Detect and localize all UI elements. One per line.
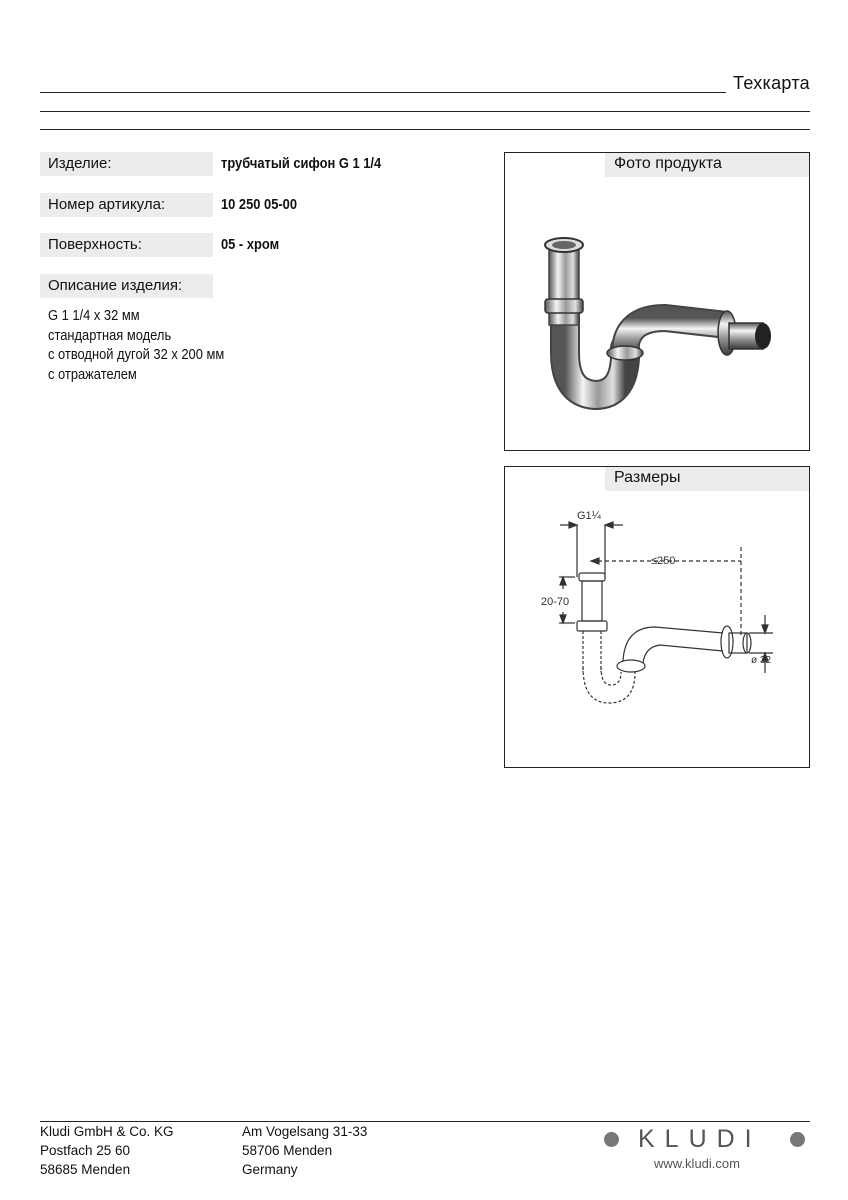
dim-height-label: 20-70: [541, 596, 570, 608]
logo-dot-right: [790, 1132, 805, 1147]
header-rule-1: [40, 92, 726, 93]
product-photo-box: [504, 152, 810, 451]
kludi-logo: [602, 1124, 810, 1154]
article-label: Номер артикула:: [40, 193, 213, 217]
header-rule-2: [40, 111, 810, 112]
footer-line: 58706 Menden: [242, 1143, 333, 1158]
dim-diameter-label: ø 32: [751, 655, 772, 666]
product-value: трубчатый сифон G 1 1/4: [221, 155, 382, 172]
description-line: с отражателем: [48, 365, 137, 383]
description-line: стандартная модель: [48, 326, 172, 344]
description-line: с отводной дугой 32 x 200 мм: [48, 346, 225, 363]
dimensions-box: [504, 466, 810, 768]
logo-dot-left: [604, 1132, 619, 1147]
description-line: G 1 1/4 x 32 мм: [48, 307, 140, 324]
page-title: Техкарта: [733, 73, 810, 93]
dimensions-box-title: Размеры: [605, 467, 809, 491]
dim-length-label: ≤250: [651, 555, 676, 567]
footer-line: 58685 Menden: [40, 1162, 131, 1177]
dim-thread-label: G1¼: [577, 510, 601, 522]
footer-url: www.kludi.com: [654, 1156, 740, 1171]
surface-value: 05 - хром: [221, 236, 280, 253]
surface-label: Поверхность:: [40, 233, 213, 257]
footer-company: [40, 1122, 174, 1179]
description-label: Описание изделия:: [40, 274, 213, 298]
siphon-photo: [505, 153, 811, 452]
footer-address: [242, 1122, 367, 1179]
description-text: [48, 306, 224, 384]
product-label: Изделие:: [40, 152, 213, 176]
logo-text: KLUDI: [638, 1125, 762, 1153]
photo-box-title: Фото продукта: [605, 153, 809, 177]
header-rule-3: [40, 129, 810, 130]
article-value: 10 250 05-00: [221, 196, 298, 213]
footer-line: Kludi GmbH & Co. KG: [40, 1124, 174, 1139]
dimension-drawing: [505, 467, 811, 769]
footer-line: Germany: [242, 1162, 298, 1177]
footer-line: Am Vogelsang 31-33: [242, 1124, 368, 1139]
footer-line: Postfach 25 60: [40, 1143, 131, 1158]
